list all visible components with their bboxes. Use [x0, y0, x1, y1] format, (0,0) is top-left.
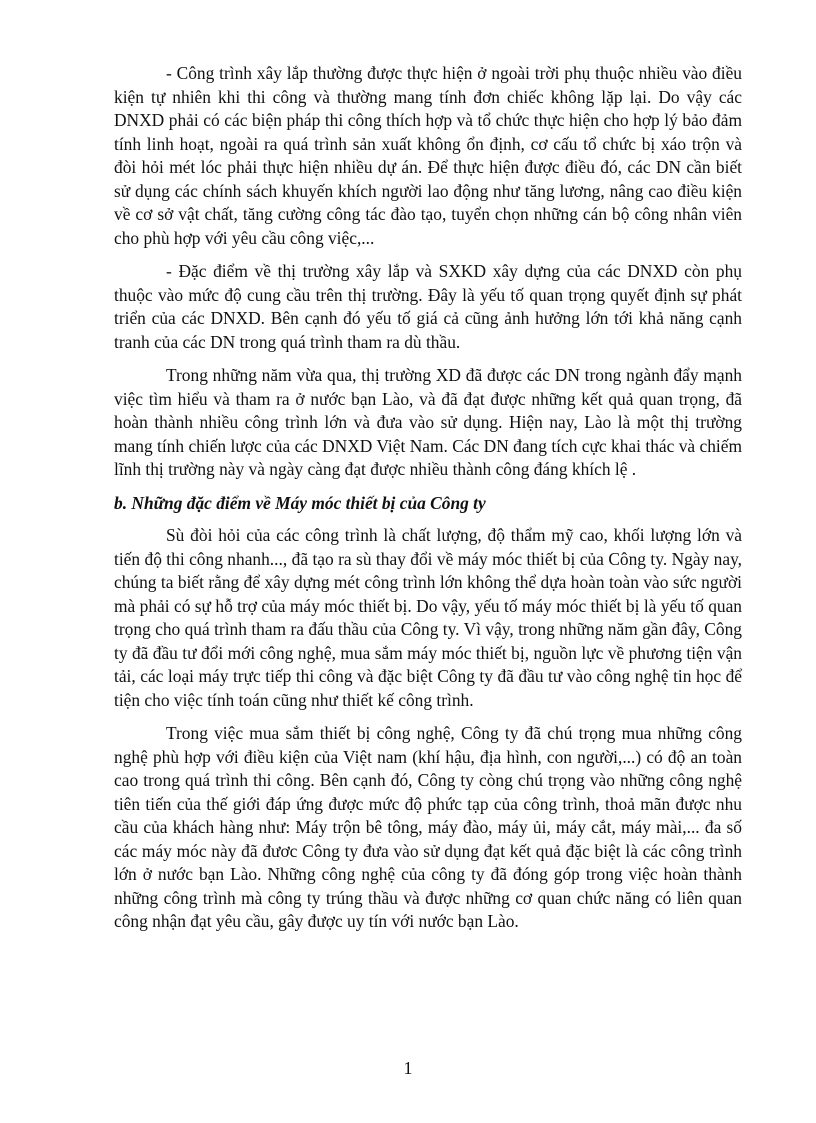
page-number: 1 — [403, 1058, 413, 1078]
paragraph-construction-conditions: - Công trình xây lắp thường được thực hiện ở ngoài trời phụ thuộc nhiều vào điều kiện tự nhiên khi thi công và thường mang tính đơn chiếc không lặp lại. Do vậy các DNXD phải có các biện pháp thi công thích hợp và tổ chức thực hiện cho hợp lý bảo đảm tính linh hoạt, ngoài ra quá trình sản xuất không ổn định, cơ cấu tổ chức bị xáo trộn và đòi hỏi mét lóc phải thực hiện nhiều dự án. Để thực hiện được điều đó, các DN cần biết sử dụng các chính sách khuyến khích người lao động như tăng lương, nâng cao điều kiện về cơ sở vật chất, tăng cường công tác đào tạo, tuyển chọn những cán bộ công nhân viên cho phù hợp với yêu cầu công việc,... — [114, 63, 742, 248]
document-page — [114, 62, 742, 944]
section-heading-equipment: b. Những đặc điểm về Máy móc thiết bị của Công ty — [114, 492, 486, 513]
paragraph-market-characteristics: - Đặc điểm về thị trường xây lắp và SXKD xây dựng của các DNXD còn phụ thuộc vào mức độ cung cầu trên thị trường. Đây là yếu tố quan trọng quyết định sự phát triển của các DNXD. Bên cạnh đó yếu tố giá cả cũng ảnh hưởng lớn tới khả năng cạnh tranh của các DN trong quá trình tham ra dù thầu. — [114, 261, 742, 352]
paragraph-equipment-investment: Sù đòi hỏi của các công trình là chất lượng, độ thẩm mỹ cao, khối lượng lớn và tiến độ thi công nhanh..., đã tạo ra sù thay đổi về máy móc thiết bị của Công ty. Ngày nay, chúng ta biết rằng để xây dựng mét công trình lớn không thể dựa hoàn toàn vào sức người mà phải có sự hỗ trợ của máy móc thiết bị. Do vậy, yếu tố máy móc thiết bị là yếu tố quan trọng cho quá trình tham ra đấu thầu của Công ty. Vì vậy, trong những năm gần đây, Công ty đã đầu tư đổi mới công nghệ, mua sắm máy móc thiết bị, nguồn lực về phương tiện vận tải, các loại máy trực tiếp thi công và đặc biệt Công ty đã đầu tư vào công nghệ tin học để tiện cho việc tính toán cũng như thiết kế công trình. — [114, 525, 742, 710]
paragraph-technology-purchase: Trong việc mua sắm thiết bị công nghệ, Công ty đã chú trọng mua những công nghệ phù hợp với điều kiện của Việt nam (khí hậu, địa hình, con người,...) có độ an toàn cao trong quá trình thi công. Bên cạnh đó, Công ty còng chú trọng vào những công nghệ tiên tiến của thế giới đáp ứng được mức độ phức tạp của công trình, thoả mãn được nhu cầu của khách hàng như: Máy trộn bê tông, máy đào, máy ủi, máy cắt, máy mài,... đa số các máy móc này đã đươc Công ty đưa vào sử dụng đạt kết quả đặc biệt là các công trình lớn ở nước bạn Lào. Những công nghệ của công ty đã đóng góp trong việc hoàn thành những công trình mà công ty trúng thầu và được những cơ quan chức năng có liên quan công nhận đạt yêu cầu, gây được uy tín với nước bạn Lào. — [114, 723, 742, 931]
paragraph-laos-market: Trong những năm vừa qua, thị trường XD đã được các DN trong ngành đẩy mạnh việc tìm hiểu và tham ra ở nước bạn Lào, và đã đạt được những kết quả quan trọng, đã hoàn thành nhiều công trình lớn và đưa vào sử dụng. Hiện nay, Lào là một thị trường mang tính chiến lược của các DNXD Việt Nam. Các DN đang tích cực khai thác và chiếm lĩnh thị trường này và ngày càng đạt được nhiều thành công đáng khích lệ . — [114, 365, 742, 479]
